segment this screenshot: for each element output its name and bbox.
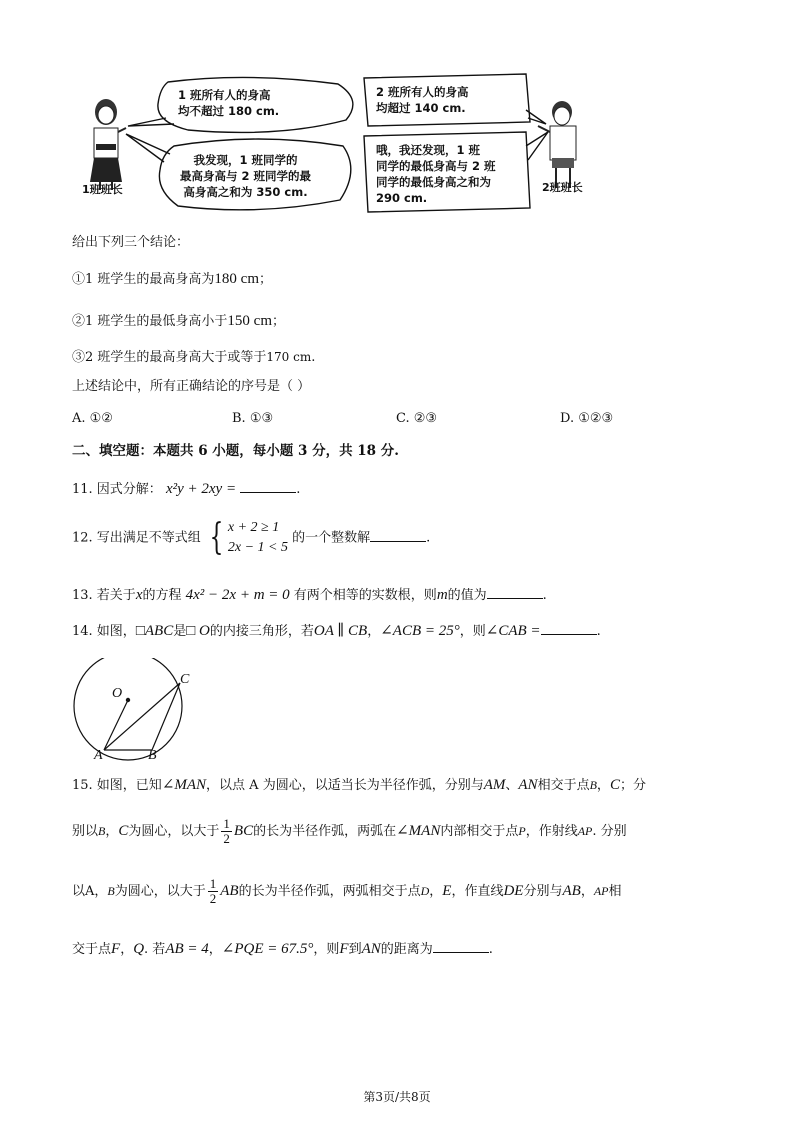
- brace-icon: {: [209, 517, 224, 558]
- label-o: O: [112, 686, 123, 701]
- q15-an-2: AN: [361, 941, 381, 957]
- q10-question: 上述结论中，所有正确结论的序号是（ ）: [72, 379, 311, 394]
- q13-suffix: 的值为: [447, 588, 487, 603]
- q15-de: DE: [503, 883, 524, 899]
- c2-text: ②1 班学生的最低身高小于: [72, 314, 228, 329]
- q10-option-b: B. ①③: [232, 411, 274, 426]
- q11-answer-blank[interactable]: [240, 478, 296, 493]
- q15-ab-eq: AB = 4: [165, 941, 209, 957]
- q10-conclusion-3: [72, 348, 315, 367]
- q15-l2m: . 分别: [592, 824, 627, 839]
- class-leaders-illustration: [78, 70, 598, 220]
- q15-angle-man-2: ∠MAN: [396, 823, 441, 839]
- q15-l4e: . 若: [144, 942, 166, 957]
- q13-mid: 的方程: [142, 588, 182, 603]
- q12-prefix: 12. 写出满足不等式组: [72, 530, 201, 546]
- question-14: [72, 620, 601, 641]
- q12-end: .: [426, 530, 431, 546]
- q15-l4c: ，: [120, 942, 134, 957]
- q14-end: .: [596, 624, 601, 639]
- q14-answer-blank[interactable]: [541, 620, 597, 635]
- q14-circle: □ O: [186, 623, 210, 639]
- q15-f: F: [111, 941, 121, 957]
- q13-var-m: m: [436, 587, 448, 603]
- question-13: [72, 584, 547, 605]
- bubble3-line1: 2 班所有人的身高: [376, 85, 469, 99]
- q15-l2d: C: [118, 823, 129, 839]
- center-point-o: [126, 698, 130, 702]
- q15-f-2: F: [339, 941, 349, 957]
- q15-line-3: [72, 876, 622, 907]
- q14-triangle: □ABC: [135, 623, 174, 639]
- q15-l4g: ，: [208, 942, 222, 957]
- q11-prefix: 11. 因式分解：: [72, 482, 162, 497]
- c3-value: 170 cm: [266, 350, 312, 364]
- q15-line-1: [72, 776, 646, 795]
- c2-end: ；: [271, 314, 285, 329]
- q13-equation: 4x² − 2x + m = 0: [185, 587, 290, 603]
- c1-value: 180 cm: [214, 271, 259, 287]
- q14-t8: ，则: [459, 624, 486, 639]
- q14-t4: 的内接三角形，若: [209, 624, 314, 639]
- q12-row2: 2x − 1 < 5: [227, 540, 288, 555]
- q15-l2b: B: [98, 824, 106, 838]
- fraction-half-1: [221, 817, 232, 846]
- q15-p: P: [518, 824, 526, 838]
- q15-l3m: ，: [580, 884, 594, 899]
- q15-angle-man: ∠MAN: [161, 777, 207, 793]
- label-b: B: [148, 748, 157, 763]
- q11-end: .: [296, 482, 301, 497]
- question-12: [72, 518, 430, 558]
- q13-answer-blank[interactable]: [487, 584, 543, 599]
- bubble2-line2: 最高身高与 2 班同学的最: [180, 169, 312, 183]
- bubble4-line1: 哦，我还发现，1 班: [376, 143, 481, 157]
- q15-l1g: 相交于点: [537, 778, 590, 793]
- q10-conclusion-1: [72, 270, 272, 289]
- q15-ab: AB: [220, 883, 239, 899]
- q15-angle-pqe: ∠PQE = 67.5°: [221, 941, 314, 957]
- boy-figure: [538, 101, 576, 188]
- label-a: A: [94, 748, 103, 763]
- q14-angle-acb: ∠ACB = 25°: [380, 623, 460, 639]
- q10-option-a: A. ①②: [72, 411, 113, 426]
- q10-option-d: D. ①②③: [560, 411, 614, 426]
- bubble4-line4: 290 cm.: [376, 191, 428, 205]
- c1-end: ；: [258, 272, 272, 287]
- q15-l1k: ；分: [619, 778, 646, 793]
- bubble4-line2: 同学的最低身高与 2 班: [376, 159, 496, 173]
- q14-angle-cab: ∠CAB =: [485, 623, 541, 639]
- frac1-num: 1: [223, 816, 230, 831]
- frac2-num: 1: [209, 876, 217, 891]
- q15-l2k: ，作射线: [525, 824, 578, 839]
- q15-e: E: [442, 883, 452, 899]
- page-footer: 第3页/共8页: [363, 1090, 431, 1104]
- illustration-drawing: [78, 70, 598, 220]
- inequality-system: [205, 518, 288, 558]
- q15-l1i: ，: [596, 778, 610, 793]
- q15-l1a: 15. 如图，已知: [72, 778, 162, 793]
- q15-l3g: ，: [429, 884, 443, 899]
- q12-suffix: 的一个整数解: [292, 530, 371, 546]
- q15-l3i: ，作直线: [451, 884, 504, 899]
- q15-l3b: B: [107, 884, 115, 898]
- segment-bc: [152, 683, 180, 750]
- q15-l1c: ，以点 A 为圆心，以适当长为半径作弧，分别与: [206, 778, 484, 793]
- q10-conclusion-2: [72, 312, 285, 331]
- bubble4-line3: 同学的最低身高之和为: [376, 175, 491, 189]
- q11-expr: x²y + 2xy =: [165, 481, 237, 497]
- q14-t6: ，: [367, 624, 381, 639]
- q15-b: B: [589, 778, 597, 792]
- bubble1-line2: 均不超过 180 cm.: [178, 104, 280, 118]
- bubble1-line1: 1 班所有人的身高: [178, 88, 271, 102]
- q10-intro: 给出下列三个结论：: [72, 235, 190, 250]
- bubble2-line1: 我发现，1 班同学的: [193, 153, 298, 167]
- q15-end: .: [488, 942, 493, 957]
- q15-l2g: 的长为半径作弧，两弧在: [253, 824, 397, 839]
- q14-circle-figure: [66, 658, 206, 768]
- q15-l2c: ，: [105, 824, 119, 839]
- q15-line-4: [72, 938, 493, 959]
- c1-text: ①1 班学生的最高身高为: [72, 272, 215, 287]
- circle-o: [74, 658, 182, 760]
- girl-figure: [90, 99, 126, 190]
- q12-row1: x + 2 ≥ 1: [227, 520, 280, 535]
- question-11: [72, 478, 300, 499]
- q15-l4k: 到: [348, 942, 362, 957]
- q15-ap: AP: [577, 824, 593, 838]
- q15-q: Q: [133, 941, 145, 957]
- c3-text: ③2 班学生的最高身高大于或等于: [72, 350, 267, 365]
- q14-parallel: OA ∥ CB: [313, 623, 368, 639]
- q15-l2e: 为圆心，以大于: [128, 824, 220, 839]
- q15-l2i: 内部相交于点: [440, 824, 519, 839]
- label-class2-leader: 2班班长: [542, 181, 583, 194]
- section2-title: 二、填空题：本题共 6 小题，每小题 3 分，共 18 分.: [72, 443, 399, 459]
- q13-end: .: [542, 588, 547, 603]
- q15-l2a: 别以: [72, 824, 99, 839]
- label-c: C: [180, 672, 190, 687]
- q15-line-2: [72, 816, 627, 847]
- q15-l3a: 以A，: [72, 884, 108, 899]
- q15-c: C: [609, 777, 620, 793]
- q15-l4i: ，则: [313, 942, 340, 957]
- q13-var-x: x: [135, 587, 143, 603]
- q10-option-c: C. ②③: [396, 411, 438, 426]
- bubble2-line3: 高身高之和为 350 cm.: [183, 185, 308, 199]
- q13-prefix: 13. 若关于: [72, 588, 136, 603]
- q15-answer-blank[interactable]: [433, 938, 489, 953]
- q13-mid2: 有两个相等的实数根，则: [293, 588, 437, 603]
- c3-end: .: [311, 350, 316, 365]
- q15-bc: BC: [233, 823, 254, 839]
- q15-am: AM: [483, 777, 506, 793]
- q15-l4m: 的距离为: [380, 942, 433, 957]
- q15-d: D: [420, 884, 430, 898]
- c2-value: 150 cm: [227, 313, 272, 329]
- q14-prefix: 14. 如图，: [72, 624, 136, 639]
- q15-l3o: 相: [608, 884, 622, 899]
- segment-oa: [104, 700, 128, 750]
- q15-an: AN: [518, 777, 538, 793]
- fraction-half-2: [208, 877, 219, 906]
- q15-l3e: 的长为半径作弧，两弧相交于点: [238, 884, 421, 899]
- label-class1-leader: 1班班长: [82, 183, 123, 196]
- q14-t2: 是: [173, 624, 187, 639]
- q15-ap-2: AP: [593, 884, 609, 898]
- q15-l3c: 为圆心，以大于: [114, 884, 206, 899]
- q15-ab-2: AB: [562, 883, 581, 899]
- q12-answer-blank[interactable]: [370, 527, 426, 542]
- q15-l1e: 、: [505, 778, 519, 793]
- q15-l4a: 交于点: [72, 942, 112, 957]
- bubble3-line2: 均超过 140 cm.: [376, 101, 466, 115]
- frac2-den: 2: [209, 891, 217, 906]
- q15-l3k: 分别与: [523, 884, 563, 899]
- frac1-den: 2: [223, 831, 230, 846]
